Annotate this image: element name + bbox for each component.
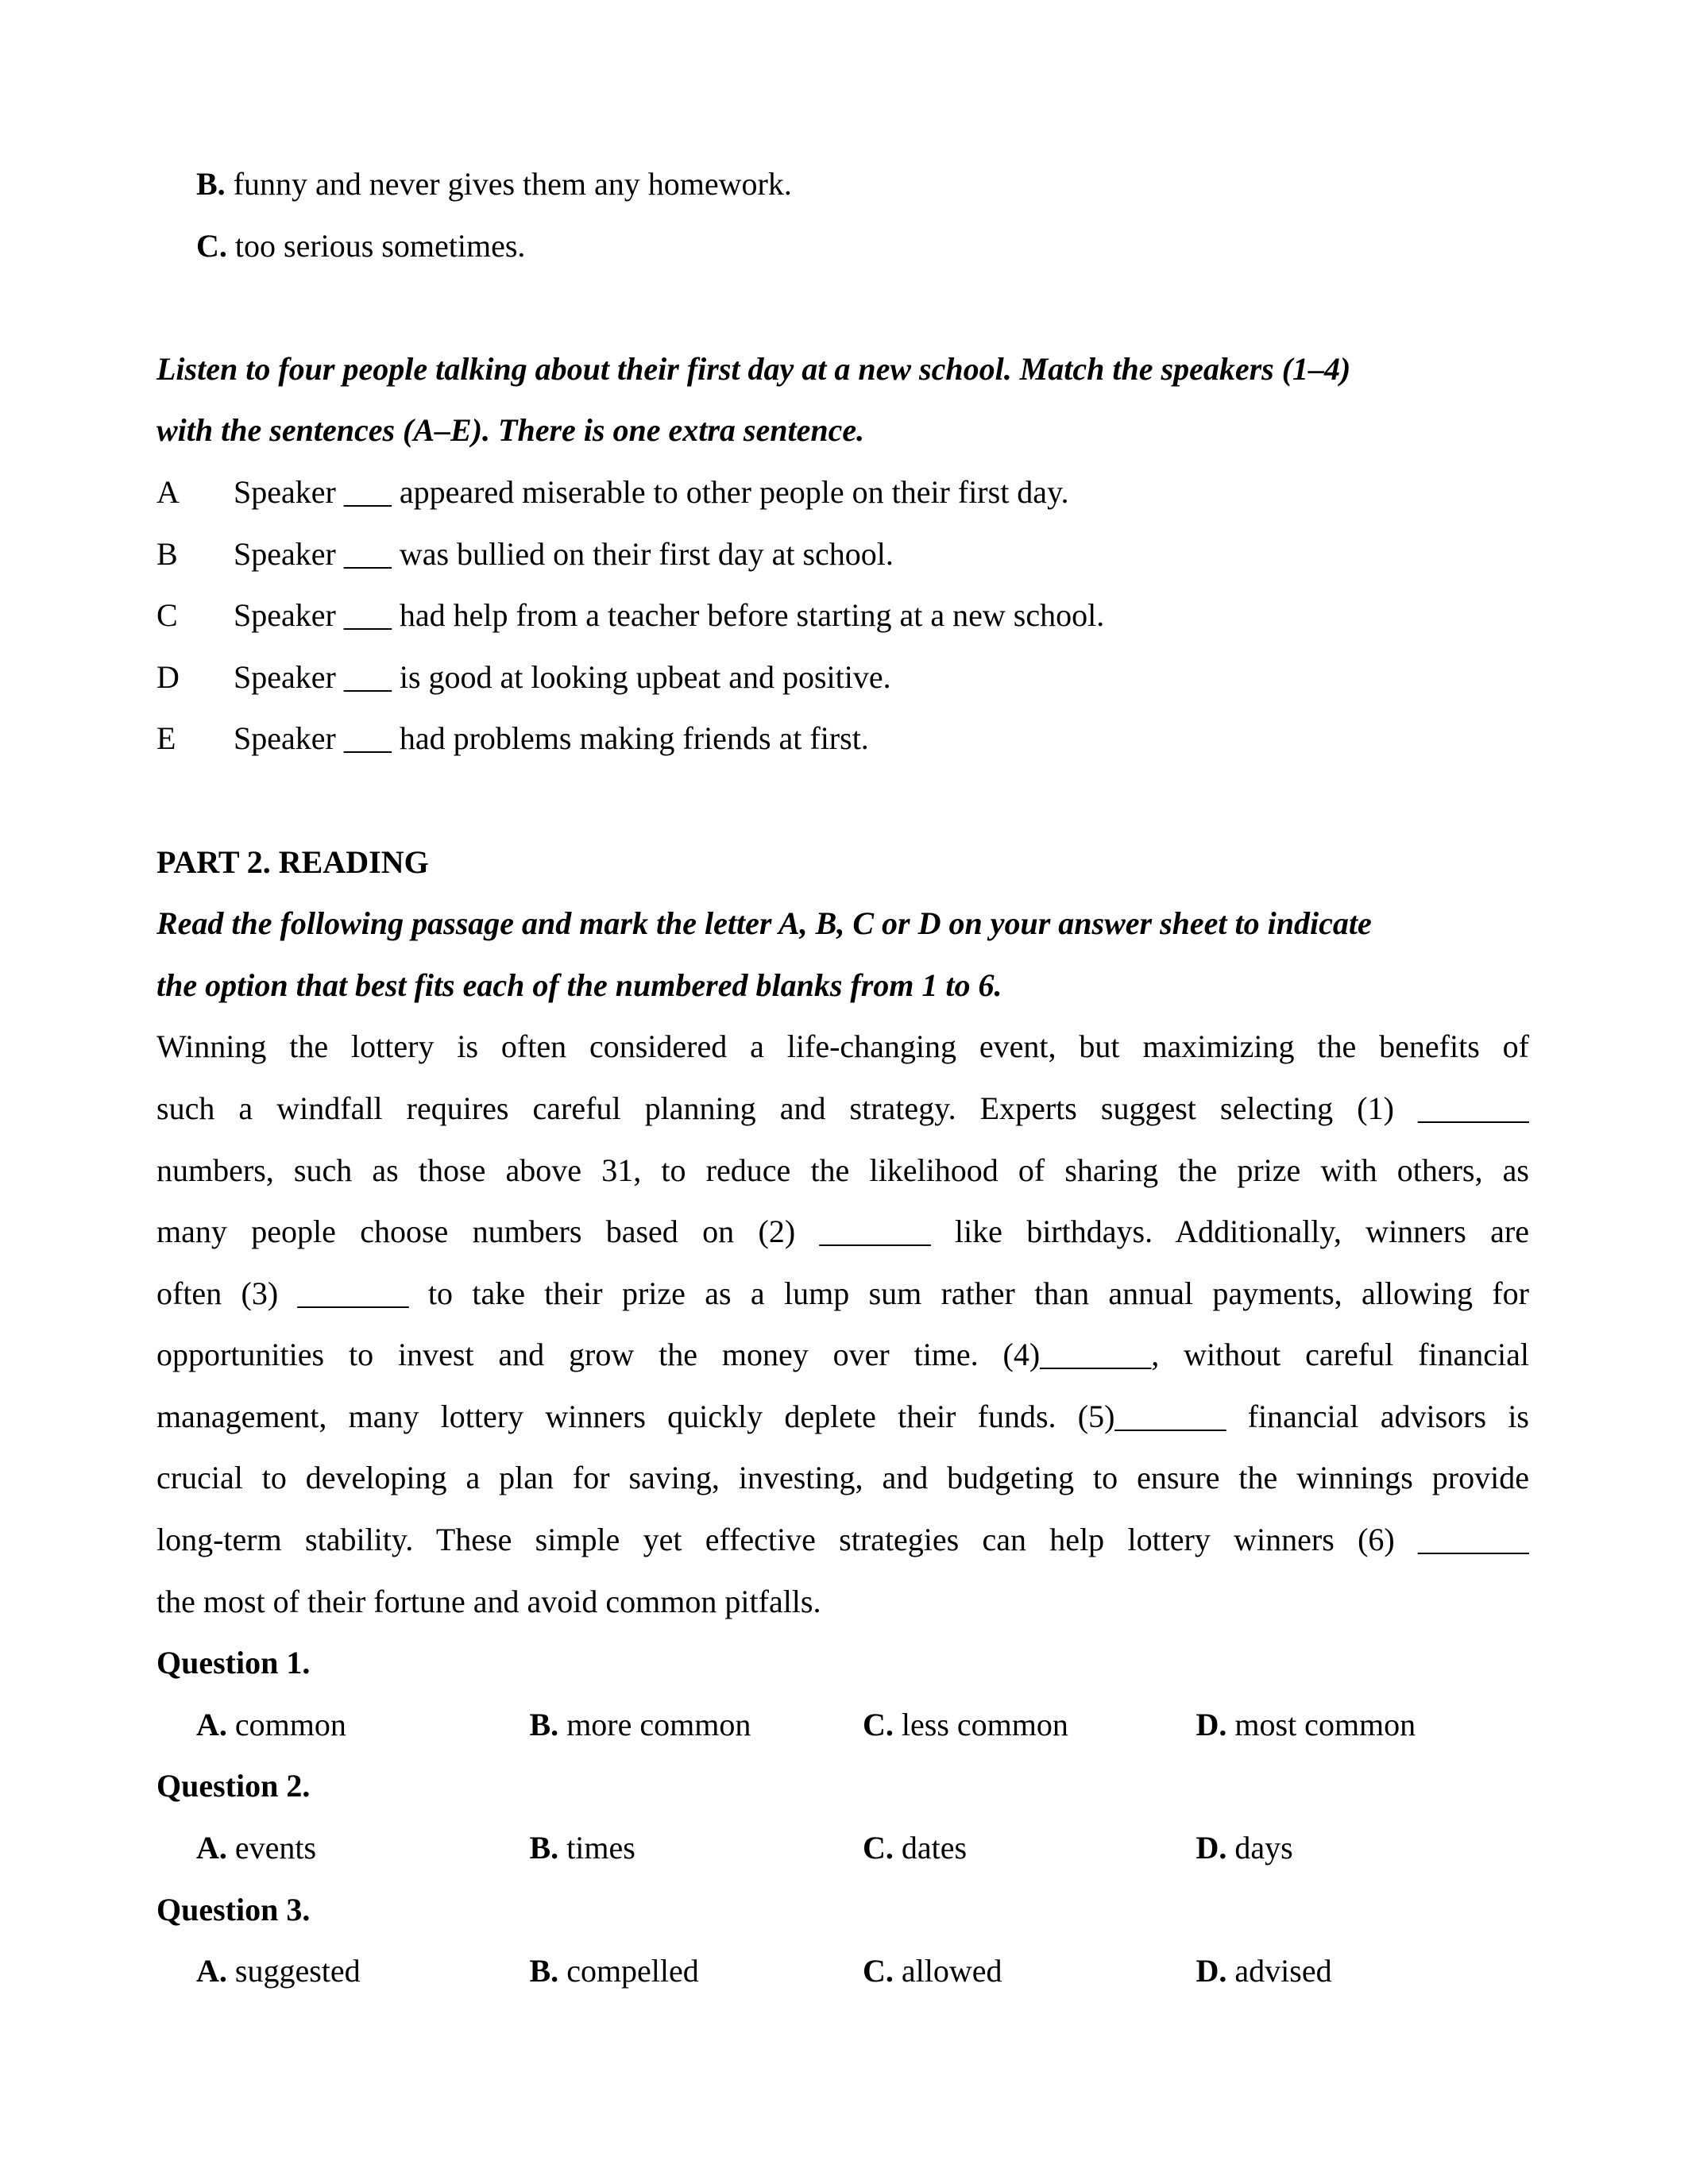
option-letter: A. [196,1830,227,1866]
option-letter: D. [1196,1953,1227,1989]
option-text: dates [901,1830,968,1866]
option-letter: C. [863,1706,894,1742]
option-a[interactable] [196,1940,530,2002]
matching-speaker-blank: Speaker ___ [234,597,392,634]
matching-speaker-blank: Speaker ___ [234,658,392,695]
option-letter: C. [196,227,227,264]
passage-line: long-term stability. These simple yet effective strategies can help lottery winners (6) _______ [156,1522,1529,1558]
passage-line: often (3) _______ to take their prize as a lump sum rather than annual payments, allowing for [156,1275,1529,1311]
listening-instruction-line-2: with the sentences (A–E). There is one extra sentence. [156,412,865,449]
question-2-options [156,1817,1529,1879]
matching-speaker-blank: Speaker ___ [234,473,392,510]
matching-letter: B [156,535,178,572]
section-title: PART 2. READING [156,843,429,880]
option-text: events [234,1830,317,1866]
option-text: more common [566,1706,751,1742]
option-text: common [234,1706,346,1742]
passage-line: crucial to developing a plan for saving, investing, and budgeting to ensure the winnings provide [156,1460,1529,1496]
option-letter: D. [1196,1706,1227,1742]
option-text: advised [1234,1953,1332,1989]
reading-instruction-line-2: the option that best fits each of the numbered blanks from 1 to 6. [156,967,1002,1003]
matching-text: was bullied on their first day at school. [399,535,894,572]
matching-item-a [156,461,1529,523]
passage-line: management, many lottery winners quickly deplete their funds. (5)_______ financial advisors is [156,1398,1529,1434]
option-letter: D. [1196,1830,1227,1866]
passage-line: such a windfall requires careful planning and strategy. Experts suggest selecting (1) _______ [156,1090,1529,1126]
listening-instruction-line-1: Listen to four people talking about their first day at a new school. Match the speakers (1–4) [156,350,1351,387]
option-letter: B. [529,1830,559,1866]
spacer [156,276,1529,338]
matching-text: had problems making friends at first. [399,720,869,757]
option-c[interactable] [863,1817,1196,1879]
option-letter: C. [863,1830,894,1866]
question-2-label: Question 2. [156,1768,311,1804]
option-letter: A. [196,1953,227,1989]
option-b[interactable] [530,1694,863,1756]
matching-item-c [156,585,1529,646]
question-1-options [156,1694,1529,1756]
option-c[interactable] [863,1940,1196,2002]
previous-option-b [156,153,1529,215]
matching-item-e [156,708,1529,770]
question-3-label: Question 3. [156,1891,311,1927]
question-3-options [156,1940,1529,2002]
reading-passage [156,1016,1529,1632]
option-letter: A. [196,1706,227,1742]
passage-line: numbers, such as those above 31, to reduce the likelihood of sharing the prize with others, as [156,1152,1529,1188]
option-b[interactable] [530,1940,863,2002]
option-d[interactable] [1196,1940,1530,2002]
option-letter: C. [863,1953,894,1989]
option-c[interactable] [863,1694,1196,1756]
spacer [156,770,1529,832]
option-text: allowed [901,1953,1002,1989]
option-text: too serious sometimes. [234,227,526,264]
option-d[interactable] [1196,1817,1530,1879]
matching-item-d [156,646,1529,708]
option-d[interactable] [1196,1694,1530,1756]
option-letter: B. [529,1706,559,1742]
matching-letter: D [156,658,180,695]
reading-instruction-line-1: Read the following passage and mark the letter A, B, C or D on your answer sheet to indicate [156,905,1372,942]
passage-line: Winning the lottery is often considered a life-changing event, but maximizing the benefits of [156,1028,1529,1065]
option-letter: B. [529,1953,559,1989]
passage-line: opportunities to invest and grow the money over time. (4)_______, without careful financial [156,1337,1529,1373]
matching-speaker-blank: Speaker ___ [234,535,392,572]
option-text: less common [901,1706,1068,1742]
option-b[interactable] [530,1817,863,1879]
option-text: funny and never gives them any homework. [233,166,792,202]
option-text: compelled [566,1953,699,1989]
passage-line: many people choose numbers based on (2) _______ like birthdays. Additionally, winners are [156,1214,1529,1250]
matching-text: had help from a teacher before starting at a new school. [399,597,1105,634]
document-page [156,153,1529,2002]
passage-line: the most of their fortune and avoid common pitfalls. [156,1583,821,1619]
option-text: times [566,1830,635,1866]
matching-speaker-blank: Speaker ___ [234,720,392,757]
previous-option-c [156,215,1529,277]
option-text: most common [1234,1706,1416,1742]
matching-letter: C [156,597,178,634]
option-text: days [1234,1830,1293,1866]
option-text: suggested [234,1953,361,1989]
option-a[interactable] [196,1817,530,1879]
option-letter: B. [196,166,226,202]
question-1-label: Question 1. [156,1645,311,1681]
matching-text: appeared miserable to other people on their first day. [399,473,1069,510]
matching-letter: A [156,473,180,510]
matching-item-b [156,523,1529,585]
matching-letter: E [156,720,176,757]
matching-text: is good at looking upbeat and positive. [399,658,891,695]
option-a[interactable] [196,1694,530,1756]
